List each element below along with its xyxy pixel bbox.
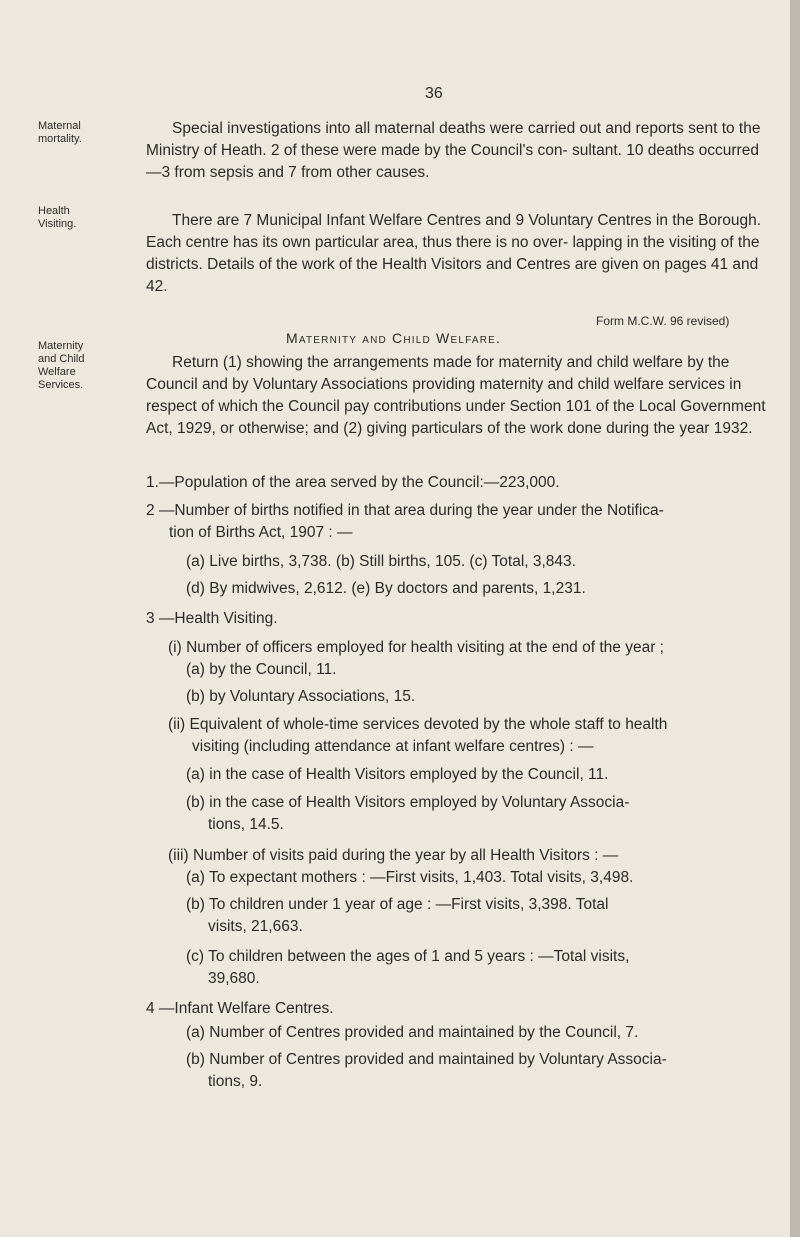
section-heading: Maternity and Child Welfare. [286,330,502,346]
form-reference: Form M.C.W. 96 revised) [596,314,730,328]
margin-label-health-visiting [38,205,116,231]
item-equivalent-services-cont: visiting (including attendance at infant welfare centres) : — [192,738,594,755]
item-equivalent-voluntary: (b) in the case of Health Visitors employed by Voluntary Associa- [186,794,630,811]
item-equivalent-voluntary-cont: tions, 14.5. [208,816,284,833]
paragraph-health-visiting: There are 7 Municipal Infant Welfare Centres and 9 Voluntary Centres in the Borough. Each centre has its own particular area, thus there is no over- lapping in the visiting of the districts. Details of the work of the Health Visitors and Centres are given on pages 41 and 42. [146,212,762,295]
margin-label-line: Welfare [38,366,76,378]
paragraph-maternal-mortality: Special investigations into all maternal deaths were carried out and reports sent to the Ministry of Heath. 2 of these were made by the Council's con- sultant. 10 deaths occurred—3 from sepsis and 7 from other causes. [146,120,761,181]
item-officers-council: (a) by the Council, 11. [186,661,337,678]
margin-label-line: Health [38,205,70,217]
item-births-midwives-doctors: (d) By midwives, 2,612. (e) By doctors and parents, 1,231. [186,580,586,597]
item-equivalent-services: (ii) Equivalent of whole-time services devoted by the whole staff to health [168,716,668,733]
item-officers-voluntary: (b) by Voluntary Associations, 15. [186,688,416,705]
return-paragraph: Return (1) showing the arrangements made for maternity and child welfare by the Council and by Voluntary Associations providing maternity and child welfare services in respect of which the Council pay contributions under Section 101 of the Local Government Act, 1929, or otherwise; and (2) giving particulars of the work done during the year 1932. [146,354,766,437]
margin-label-line: Services. [38,379,84,391]
item-visits-under-one: (b) To children under 1 year of age : —First visits, 3,398. Total [186,896,609,913]
item-infant-welfare-heading: 4 —Infant Welfare Centres. [146,1000,334,1017]
item-births-live-still-total: (a) Live births, 3,738. (b) Still births, 105. (c) Total, 3,843. [186,553,576,570]
item-visits-one-to-five: (c) To children between the ages of 1 and 5 years : —Total visits, [186,948,630,965]
item-visits-under-one-cont: visits, 21,663. [208,918,303,935]
item-births-heading-cont: tion of Births Act, 1907 : — [169,524,353,541]
item-equivalent-council: (a) in the case of Health Visitors employed by the Council, 11. [186,766,609,783]
item-centres-voluntary-cont: tions, 9. [208,1073,263,1090]
item-visits-expectant: (a) To expectant mothers : —First visits, 1,403. Total visits, 3,498. [186,869,634,886]
margin-label-line: Maternity [38,340,84,352]
item-visits-paid: (iii) Number of visits paid during the year by all Health Visitors : — [168,847,619,864]
margin-label-maternal-mortality [38,120,116,146]
margin-label-line: Maternal [38,120,81,132]
item-births-heading: 2 —Number of births notified in that area during the year under the Notifica- [146,502,664,519]
item-centres-council: (a) Number of Centres provided and maintained by the Council, 7. [186,1024,639,1041]
item-centres-voluntary: (b) Number of Centres provided and maintained by Voluntary Associa- [186,1051,667,1068]
item-visits-one-to-five-cont: 39,680. [208,970,260,987]
margin-label-maternity-welfare [38,340,116,392]
margin-label-line: and Child [38,353,85,365]
margin-label-line: Visiting. [38,218,77,230]
item-population: 1.—Population of the area served by the Council:—223,000. [146,474,560,491]
item-health-visiting-heading: 3 —Health Visiting. [146,610,278,627]
page-edge-shadow [790,0,800,1237]
page-number: 36 [425,85,443,102]
item-officers-employed: (i) Number of officers employed for health visiting at the end of the year ; [168,639,664,656]
margin-label-line: mortality. [38,133,82,145]
